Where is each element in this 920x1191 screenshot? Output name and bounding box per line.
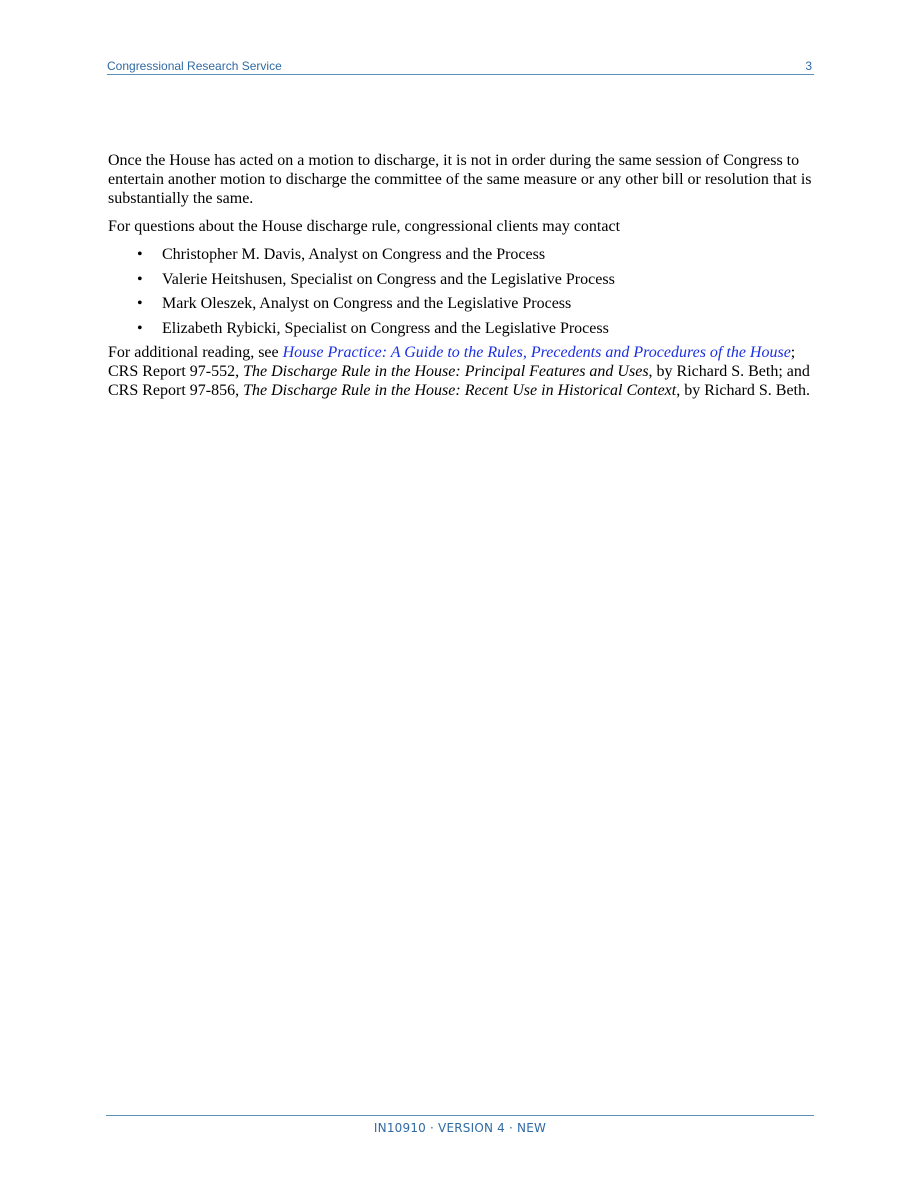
bullet-icon: • [137,246,143,263]
bullet-icon: • [137,319,143,337]
contact-name: Valerie Heitshusen, Specialist on Congress and the Legislative Process [162,270,615,288]
running-footer [106,1115,814,1135]
list-item [108,270,816,289]
list-item [108,294,816,313]
reading-text-2: , by Richard S. Beth; and CRS Report 97-856, [108,363,810,399]
page-number: 3 [805,59,812,73]
document-body [108,151,816,409]
list-item [108,319,816,338]
bullet-icon: • [137,295,143,312]
reading-text-3: , by Richard S. Beth. [676,382,810,399]
contact-name: Christopher M. Davis, Analyst on Congress and the Process [162,246,546,263]
header-publisher: Congressional Research Service [107,59,282,73]
contact-list [108,245,816,338]
paragraph-discharge-order: Once the House has acted on a motion to discharge, it is not in order during the same session of Congress to entertain another motion to discharge the committee of the same measure or any other bill or resolution that is substantially the same. [108,152,812,207]
bullet-icon: • [137,270,143,288]
running-header [107,58,814,75]
reading-text-1: ; CRS Report 97-552, [108,344,796,380]
house-practice-link[interactable]: House Practice: A Guide to the Rules, Precedents and Procedures of the House [282,344,791,361]
list-item [108,245,816,264]
footer-version-label: IN10910 · VERSION 4 · NEW [373,1121,547,1135]
contact-name: Mark Oleszek, Analyst on Congress and the Legislative Process [162,295,572,312]
report-title-2: The Discharge Rule in the House: Recent Use in Historical Context [243,382,677,399]
reading-intro: For additional reading, see [108,344,283,361]
paragraph-contacts-intro: For questions about the House discharge rule, congressional clients may contact [108,218,621,235]
report-title-1: The Discharge Rule in the House: Principal Features and Uses [243,363,649,380]
paragraph-additional-reading [108,343,816,400]
contact-name: Elizabeth Rybicki, Specialist on Congress and the Legislative Process [162,319,609,337]
